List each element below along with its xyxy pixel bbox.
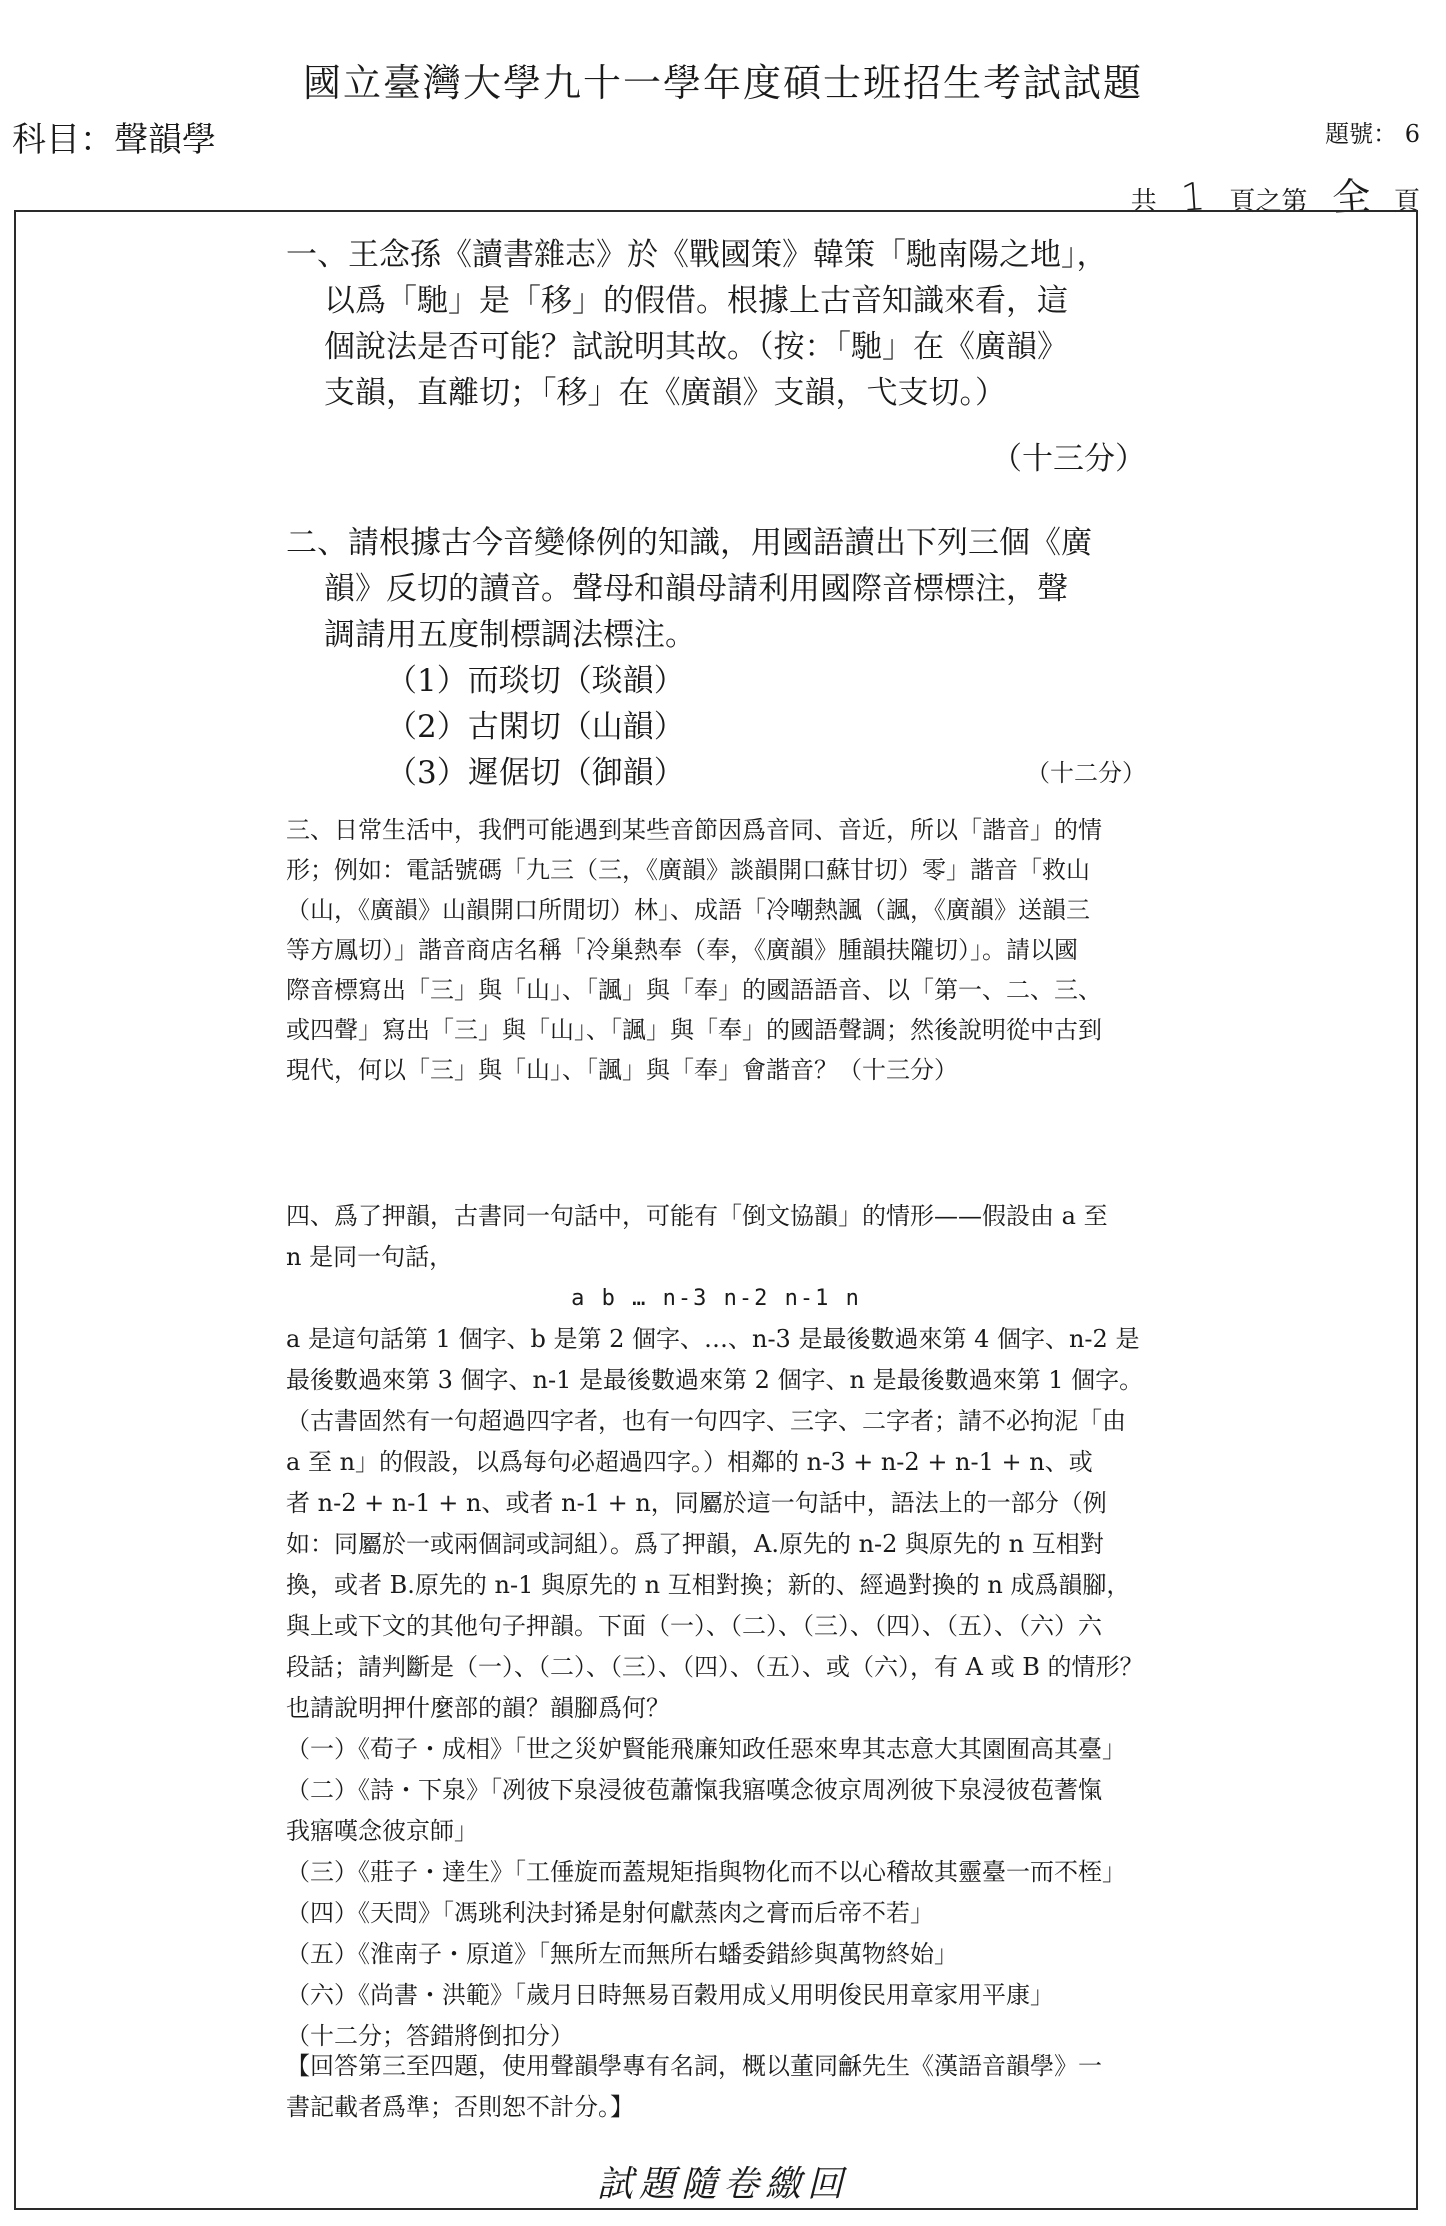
q4-item: （六）《尚書・洪範》「歲月日時無易百穀用成乂用明俊民用章家用平康」 (286, 1981, 1054, 2009)
q1-score: （十三分） (991, 441, 1146, 477)
q2-score: （十二分） (1026, 759, 1146, 787)
return-notice: 試題隨卷繳回 (596, 2164, 849, 2205)
question-2 (286, 520, 1146, 796)
q3-line: 等方鳳切）」諧音商店名稱「冷巢熱奉（奉，《廣韻》腫韻扶隴切）」。請以國 (286, 936, 1078, 964)
q3-line: 形；例如：電話號碼「九三（三，《廣韻》談韻開口蘇甘切）零」諧音「救山 (286, 856, 1090, 884)
q4-body: 與上或下文的其他句子押韻。下面（一）、（二）、（三）、（四）、（五）、（六）六 (286, 1612, 1102, 1640)
q4-item: （四）《天問》「馮珧利決封狶是射何獻蒸肉之膏而后帝不若」 (286, 1899, 934, 1927)
q4-body: 如：同屬於一或兩個詞或詞組）。爲了押韻，A.原先的 n-2 與原先的 n 互相對 (286, 1530, 1104, 1558)
question-1 (286, 232, 1146, 482)
q3-line: 或四聲」寫出「三」與「山」、「諷」與「奉」的國語聲調；然後說明從中古到 (286, 1016, 1102, 1044)
page-prefix: 共 (1130, 187, 1157, 217)
page-current: 全 (1330, 173, 1372, 221)
question-number: 題號： 6 (1325, 120, 1420, 148)
q2-line: 調請用五度制標調法標注。 (324, 617, 696, 653)
q1-line: 以爲「馳」是「移」的假借。根據上古音知識來看，這 (324, 283, 1068, 319)
q4-score: （十二分；答錯將倒扣分） (286, 2022, 574, 2050)
page-suffix: 頁 (1393, 187, 1420, 217)
q4-item: （一）《荀子・成相》「世之災妒賢能飛廉知政任惡來卑其志意大其園囿高其臺」 (286, 1735, 1126, 1763)
q4-body: 換，或者 B.原先的 n-1 與原先的 n 互相對換；新的、經過對換的 n 成爲韻腳， (286, 1571, 1131, 1599)
q4-body: 也請說明押什麼部的韻？韻腳爲何？ (286, 1694, 670, 1722)
exam-title: 國立臺灣大學九十一學年度碩士班招生考試試題 (302, 61, 1143, 105)
q3-line: 現代，何以「三」與「山」、「諷」與「奉」會諧音？（十三分） (286, 1056, 958, 1084)
note-line: 【回答第三至四題，使用聲韻學專有名詞，概以董同龢先生《漢語音韻學》一 (286, 2052, 1102, 2080)
q4-item: 我寤嘆念彼京師」 (286, 1817, 478, 1845)
q4-intro: 四、爲了押韻，古書同一句話中，可能有「倒文協韻」的情形——假設由 a 至 (286, 1202, 1108, 1230)
q2-line: 韻》反切的讀音。聲母和韻母請利用國際音標標注，聲 (324, 571, 1068, 607)
q2-option: （2）古閑切（山韻） (386, 709, 685, 745)
q4-body: 段話；請判斷是（一）、（二）、（三）、（四）、（五）、或（六），有 A 或 B 的情形？ (286, 1653, 1144, 1681)
q4-item: （二）《詩・下泉》「冽彼下泉浸彼苞蕭愾我寤嘆念彼京周冽彼下泉浸彼苞蓍愾 (286, 1776, 1102, 1804)
q1-line: 一、王念孫《讀書雜志》於《戰國策》韓策「馳南陽之地」， (286, 237, 1108, 273)
q1-line: 個說法是否可能？試說明其故。（按：「馳」在《廣韻》 (324, 329, 1068, 365)
note-line: 書記載者爲準；否則恕不計分。】 (286, 2093, 634, 2121)
q3-line: 三、日常生活中，我們可能遇到某些音節因爲音同、音近，所以「諧音」的情 (286, 816, 1102, 844)
q2-option: （1）而琰切（琰韻） (386, 663, 685, 699)
q3-line: （山，《廣韻》山韻開口所閒切）林」、成語「冷嘲熱諷（諷，《廣韻》送韻三 (286, 896, 1090, 924)
q4-body: （古書固然有一句超過四字者，也有一句四字、三字、二字者；請不必拘泥「由 (286, 1407, 1126, 1435)
q4-item: （三）《莊子・達生》「工倕旋而蓋規矩指與物化而不以心稽故其靈臺一而不桎」 (286, 1858, 1126, 1886)
question-4 (286, 1196, 1146, 2057)
q1-line: 支韻，直離切；「移」在《廣韻》支韻，弋支切。） (324, 375, 1006, 411)
q4-formula: a b … n-3 n-2 n-1 n (571, 1286, 861, 1311)
q4-item: （五）《淮南子・原道》「無所左而無所右蟠委錯紾與萬物終始」 (286, 1940, 958, 1968)
q4-intro: n 是同一句話， (286, 1243, 454, 1271)
q3-line: 際音標寫出「三」與「山」、「諷」與「奉」的國語語音、以「第一、二、三、 (286, 976, 1102, 1004)
subject-label: 科目：聲韻學 (12, 120, 216, 160)
page-total: 1 (1179, 174, 1207, 220)
q2-line: 二、請根據古今音變條例的知識，用國語讀出下列三個《廣 (286, 525, 1092, 561)
question-3 (286, 810, 1146, 1090)
q4-body: a 是這句話第 1 個字、b 是第 2 個字、…、n-3 是最後數過來第 4 個字、n-2 是 (286, 1325, 1140, 1353)
q2-option: （3）遲倨切（御韻） (386, 755, 685, 791)
q2-option-row (286, 750, 1146, 796)
q4-body: 者 n-2 + n-1 + n、或者 n-1 + n，同屬於這一句話中，語法上的一部分（例 (286, 1489, 1107, 1517)
page-mid: 頁之第 (1229, 187, 1308, 217)
answer-note (286, 2046, 1146, 2128)
q4-body: 最後數過來第 3 個字、n-1 是最後數過來第 2 個字、n 是最後數過來第 1 個字。 (286, 1366, 1144, 1394)
q4-body: a 至 n」的假設，以爲每句必超過四字。）相鄰的 n-3 + n-2 + n-1 + n、或 (286, 1448, 1093, 1476)
